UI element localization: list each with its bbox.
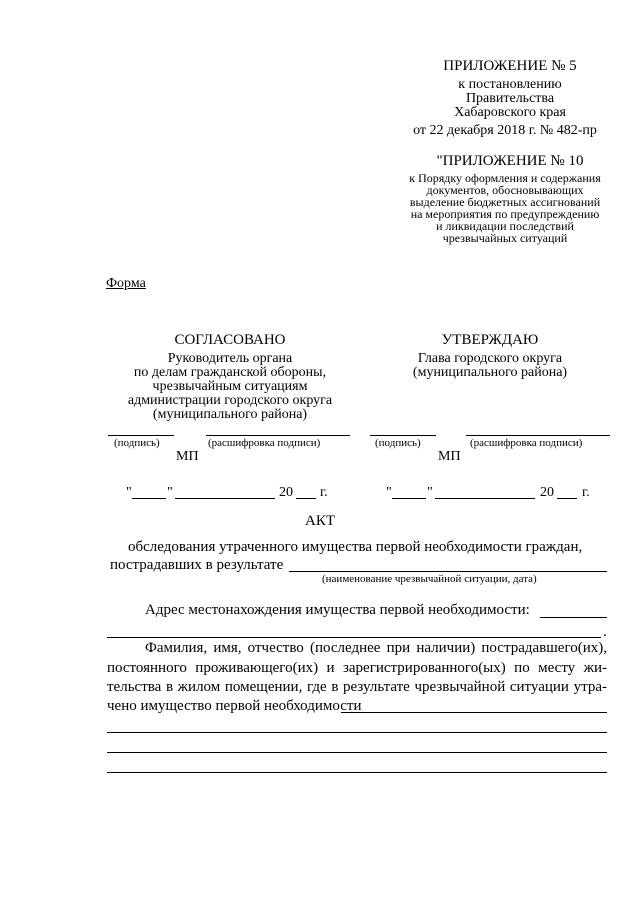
approve-month-line[interactable] (435, 498, 535, 499)
approve-line: Глава городского округа (417, 351, 563, 366)
fio-line: постоянного проживающего(их) и зарегистрированного(ых) по месту жи- (107, 660, 607, 676)
agreed-line: чрезвычайным ситуациям (152, 379, 308, 394)
approve-decode-label: (расшифровка подписи) (470, 437, 583, 449)
agreed-day-line[interactable] (132, 498, 166, 499)
agreed-line: Руководитель органа (167, 351, 293, 366)
appendix-title: ПРИЛОЖЕНИЕ № 5 (443, 58, 577, 74)
fio-line: Фамилия, имя, отчество (последнее при наличии) пострадавшего(их), (145, 640, 607, 656)
address-end-dot: . (603, 624, 607, 640)
act-subtitle-line-1: обследования утраченного имущества первой необходимости граждан, (128, 539, 583, 555)
agreed-title: СОГЛАСОВАНО (174, 332, 286, 348)
fio-field-line[interactable] (107, 752, 607, 753)
approve-line: (муниципального района) (412, 365, 568, 380)
agreed-line: по делам гражданской обороны, (133, 365, 327, 380)
procedure-line: выделение бюджетных ассигнований (409, 195, 601, 209)
form-label: Форма (106, 276, 146, 291)
agreed-year-prefix: 20 (279, 485, 293, 500)
address-field[interactable] (540, 617, 607, 618)
agreed-signature-label: (подпись) (114, 437, 160, 449)
fio-field-line[interactable] (107, 732, 607, 733)
procedure-line: документов, обосновывающих (426, 183, 584, 197)
approve-date-quote-open: " (386, 485, 392, 500)
fio-line: тельства в жилом помещении, где в результате чрезвычайной ситуации утра- (107, 679, 607, 695)
act-subtitle-line-2: пострадавших в результате (110, 557, 284, 573)
agreed-line: (муниципального района) (152, 407, 308, 422)
approve-decode-line[interactable] (466, 435, 610, 436)
approve-signature-label: (подпись) (375, 437, 421, 449)
procedure-line: чрезвычайных ситуаций (442, 231, 568, 245)
approve-signature-line[interactable] (370, 435, 436, 436)
agreed-month-line[interactable] (175, 498, 275, 499)
procedure-line: к Порядку оформления и содержания (409, 171, 601, 185)
procedure-line: на мероприятия по предупреждению (410, 207, 600, 221)
agreed-year-suffix: г. (320, 485, 328, 500)
resolution-line-2: Правительства (465, 91, 555, 106)
fio-field[interactable] (341, 712, 607, 713)
fio-field-line[interactable] (107, 772, 607, 773)
approve-date-quote-close: " (427, 485, 433, 500)
act-title: АКТ (305, 513, 335, 529)
resolution-line-1: к постановлению (458, 77, 562, 92)
appendix10-title: "ПРИЛОЖЕНИЕ № 10 (436, 153, 584, 169)
approve-title: УТВЕРЖДАЮ (441, 332, 539, 348)
approve-year-line[interactable] (557, 498, 577, 499)
agreed-decode-label: (расшифровка подписи) (208, 437, 321, 449)
approve-stamp: МП (438, 449, 461, 464)
approve-day-line[interactable] (392, 498, 426, 499)
agreed-date-quote-open: " (126, 485, 132, 500)
agreed-stamp: МП (176, 449, 199, 464)
fio-last-line: чено имущество первой необходимости (107, 698, 362, 714)
approve-year-prefix: 20 (540, 485, 554, 500)
address-label: Адрес местонахождения имущества первой необходимости: (145, 602, 530, 618)
agreed-year-line[interactable] (296, 498, 316, 499)
agreed-signature-line[interactable] (108, 435, 174, 436)
approve-year-suffix: г. (582, 485, 590, 500)
procedure-line: и ликвидации последствий (436, 219, 574, 233)
agreed-decode-line[interactable] (206, 435, 350, 436)
resolution-date-number: от 22 декабря 2018 г. № 482-пр (413, 123, 597, 138)
agreed-line: администрации городского округа (127, 393, 333, 408)
emergency-hint: (наименование чрезвычайной ситуации, дата) (322, 573, 537, 585)
agreed-date-quote-close: " (167, 485, 173, 500)
emergency-name-field[interactable] (289, 571, 607, 572)
resolution-line-3: Хабаровского края (454, 105, 566, 120)
address-field-line-2[interactable] (107, 637, 601, 638)
